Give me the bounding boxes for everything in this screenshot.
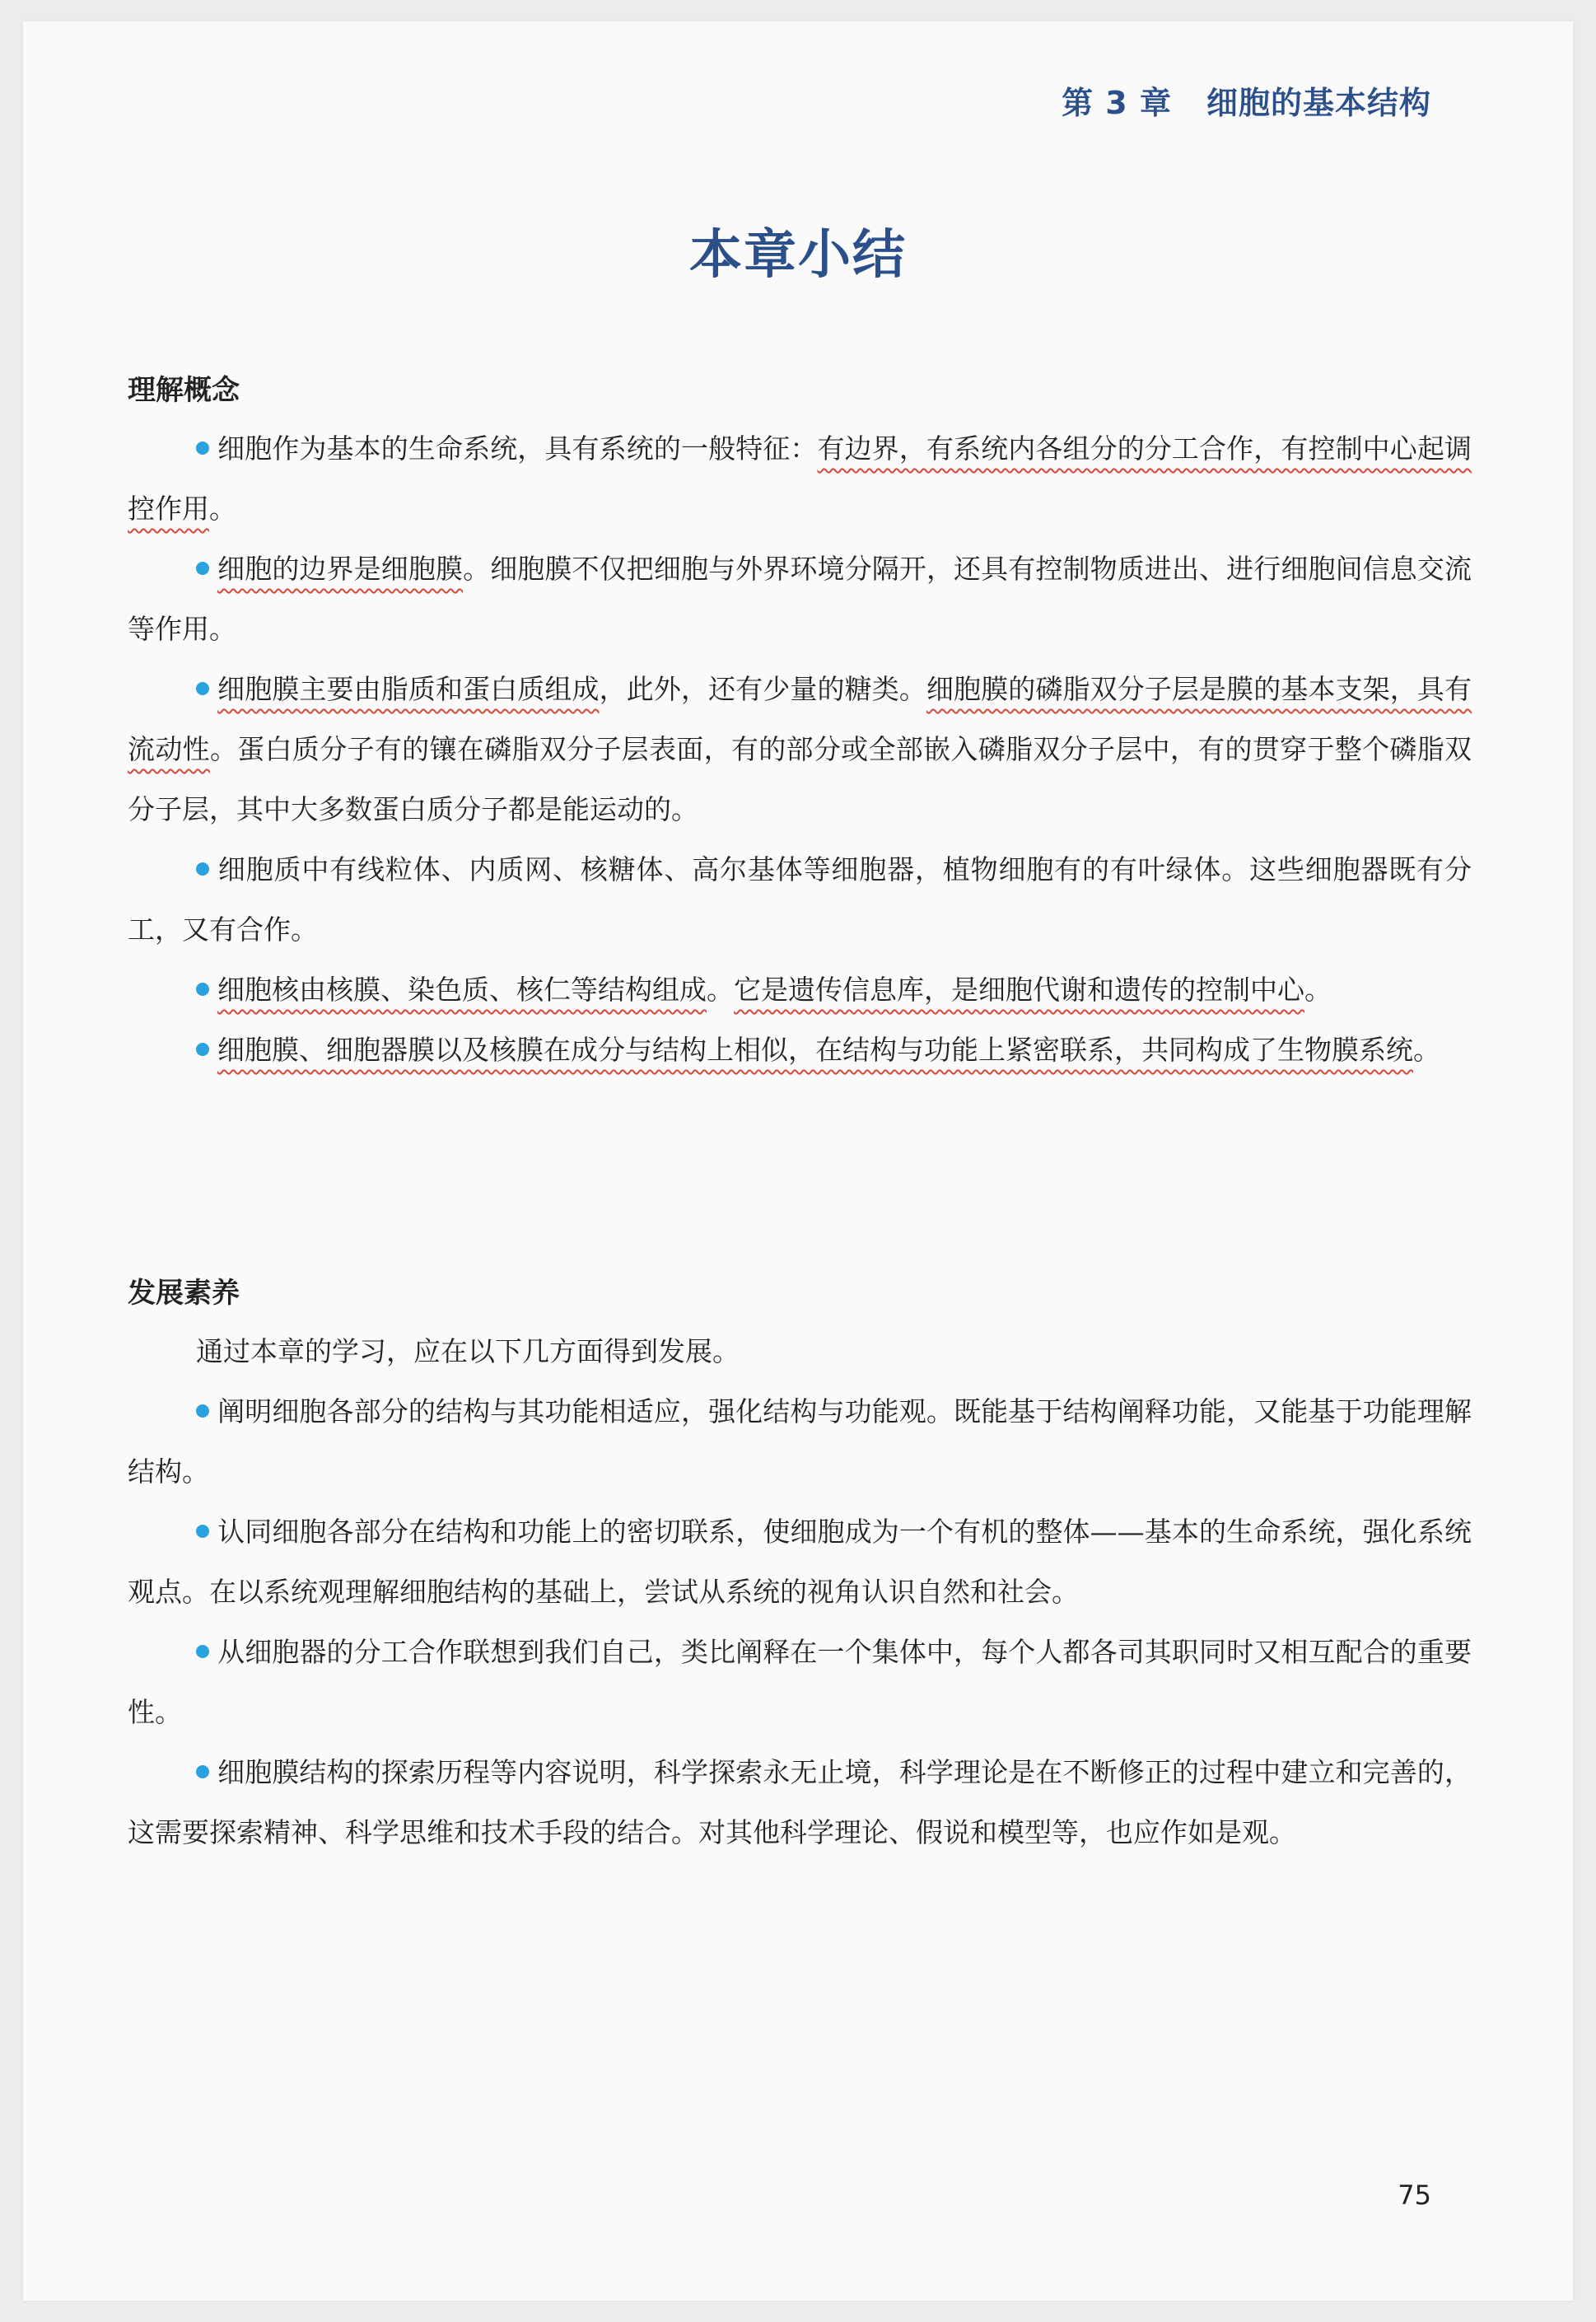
- text-run: 从细胞器的分工合作联想到我们自己，类比阐释在一个集体中，每个人都各司其职同时又相互配合的重要性。: [128, 1636, 1472, 1728]
- bullet-dot-icon: [196, 1404, 209, 1418]
- paragraph: [128, 960, 1472, 1020]
- bullet-dot-icon: [196, 1645, 209, 1658]
- text-run: 阐明细胞各部分的结构与其功能相适应，强化结构与功能观。既能基于结构阐释功能，又能基于功能理解结构。: [128, 1395, 1472, 1488]
- bullet-dot-icon: [196, 1043, 209, 1056]
- paragraph: [128, 1381, 1472, 1502]
- text-run: 认同细胞各部分在结构和功能上的密切联系，使细胞成为一个有机的整体——基本的生命系统，强化系统观点。在以系统观理解细胞结构的基础上，尝试从系统的视角认识自然和社会。: [128, 1516, 1472, 1608]
- page-number: 75: [1398, 2180, 1431, 2211]
- paragraph: [128, 1321, 1472, 1381]
- paragraph: [128, 1020, 1472, 1080]
- highlighted-text: 细胞的边界是细胞膜: [217, 553, 464, 585]
- page-title: 本章小结: [689, 225, 907, 286]
- bullet-dot-icon: [196, 1525, 209, 1538]
- bullet-dot-icon: [196, 862, 209, 876]
- running-header: [1062, 77, 1431, 123]
- highlighted-text: 细胞核由核膜、染色质、核仁等结构组成: [217, 974, 707, 1006]
- section-body-developing-literacy: [128, 1321, 1472, 1862]
- paragraph: [128, 539, 1472, 659]
- bullet-dot-icon: [196, 442, 209, 455]
- text-run: 细胞作为基本的生命系统，具有系统的一般特征：: [217, 432, 818, 465]
- paragraph: [128, 1502, 1472, 1622]
- section-body-understanding-concepts: [128, 418, 1472, 1080]
- section-heading-understanding-concepts: 理解概念: [128, 374, 240, 407]
- paragraph: [128, 1742, 1472, 1862]
- text-run: 细胞质中有线粒体、内质网、核糖体、高尔基体等细胞器，植物细胞有的有叶绿体。这些细胞器既有分工，又有合作。: [128, 853, 1472, 946]
- chapter-title: 细胞的基本结构: [1206, 85, 1431, 121]
- paragraph: [128, 418, 1472, 539]
- bullet-dot-icon: [196, 983, 209, 996]
- text-run: 。: [209, 493, 236, 525]
- paragraph: [128, 1622, 1472, 1742]
- text-run: 。: [1413, 1034, 1440, 1066]
- bullet-dot-icon: [196, 682, 209, 695]
- paragraph: [128, 839, 1472, 960]
- highlighted-text: 细胞膜的磷脂双分子层是膜的基本支架，具有流动性: [128, 673, 1472, 765]
- text-run: 通过本章的学习，应在以下几方面得到发展。: [196, 1335, 740, 1367]
- text-run: 细胞膜结构的探索历程等内容说明，科学探索永无止境，科学理论是在不断修正的过程中建立和完善的，这需要探索精神、科学思维和技术手段的结合。对其他科学理论、假说和模型等，也应作如是观。: [128, 1756, 1472, 1848]
- paragraph: [128, 659, 1472, 839]
- text-run: 。蛋白质分子有的镶在磷脂双分子层表面，有的部分或全部嵌入磷脂双分子层中，有的贯穿于整个磷脂双分子层，其中大多数蛋白质分子都是能运动的。: [128, 733, 1472, 825]
- section-heading-developing-literacy: 发展素养: [128, 1277, 240, 1310]
- highlighted-text: 细胞膜、细胞器膜以及核膜在成分与结构上相似，在结构与功能上紧密联系，共同构成了生物膜系统: [217, 1034, 1413, 1066]
- bullet-dot-icon: [196, 562, 209, 575]
- chapter-number: 第 3 章: [1062, 85, 1172, 121]
- text-run: 。细胞膜不仅把细胞与外界环境分隔开，还具有控制物质进出、进行细胞间信息交流等作用。: [128, 553, 1472, 645]
- text-run: ，此外，还有少量的糖类。: [599, 673, 926, 705]
- textbook-page: [23, 21, 1573, 2301]
- highlighted-text: 细胞膜主要由脂质和蛋白质组成: [217, 673, 600, 705]
- text-run: 。: [1304, 974, 1332, 1006]
- highlighted-text: 它是遗传信息库，是细胞代谢和遗传的控制中心: [734, 974, 1304, 1006]
- text-run: 。: [707, 974, 734, 1006]
- bullet-dot-icon: [196, 1765, 209, 1778]
- highlighted-text: 有边界，有系统内各组分的分工合作，有控制中心起调控作用: [128, 432, 1472, 525]
